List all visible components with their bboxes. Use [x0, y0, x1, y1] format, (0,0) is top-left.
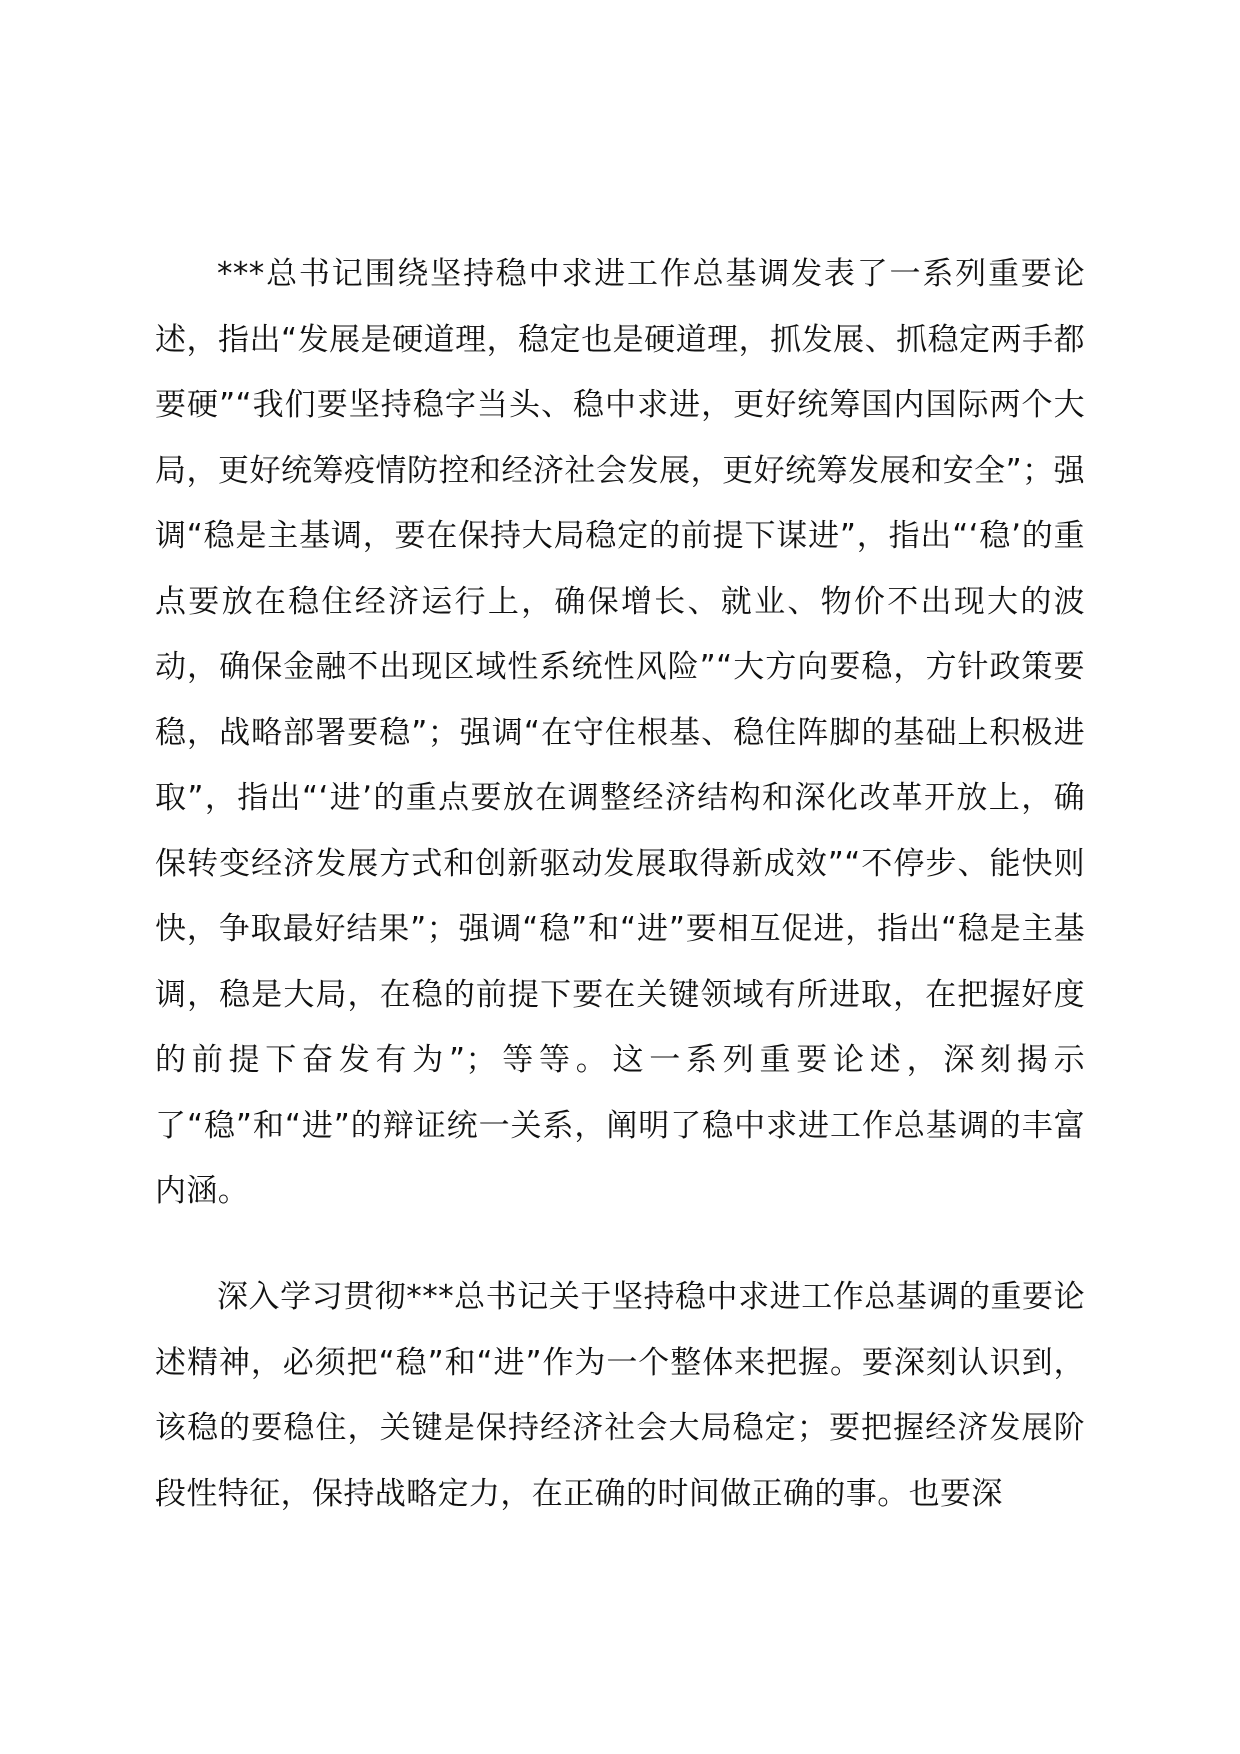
body-paragraph-2: 深入学习贯彻***总书记关于坚持稳中求进工作总基调的重要论述精神，必须把“稳”和“进”作为一个整体来把握。要深刻认识到，该稳的要稳住，关键是保持经济社会大局稳定；要把握经济发展阶段性特征，保持战略定力，在正确的时间做正确的事。也要深	[155, 1279, 1085, 1512]
body-paragraph-1: ***总书记围绕坚持稳中求进工作总基调发表了一系列重要论述，指出“发展是硬道理，稳定也是硬道理，抓发展、抓稳定两手都要硬”“我们要坚持稳字当头、稳中求进，更好统筹国内国际两个大局，更好统筹疫情防控和经济社会发展，更好统筹发展和安全”；强调“稳是主基调，要在保持大局稳定的前提下谋进”，指出“‘稳’的重点要放在稳住经济运行上，确保增长、就业、物价不出现大的波动，确保金融不出现区域性系统性风险”“大方向要稳，方针政策要稳，战略部署要稳”；强调“在守住根基、稳住阵脚的基础上积极进取”，指出“‘进’的重点要放在调整经济结构和深化改革开放上，确保转变经济发展方式和创新驱动发展取得新成效”“不停步、能快则快，争取最好结果”；强调“稳”和“进”要相互促进，指出“稳是主基调，稳是大局，在稳的前提下要在关键领域有所进取，在把握好度的前提下奋发有为”；等等。这一系列重要论述，深刻揭示了“稳”和“进”的辩证统一关系，阐明了稳中求进工作总基调的丰富内涵。	[155, 256, 1085, 1209]
document-page	[155, 0, 1085, 1754]
